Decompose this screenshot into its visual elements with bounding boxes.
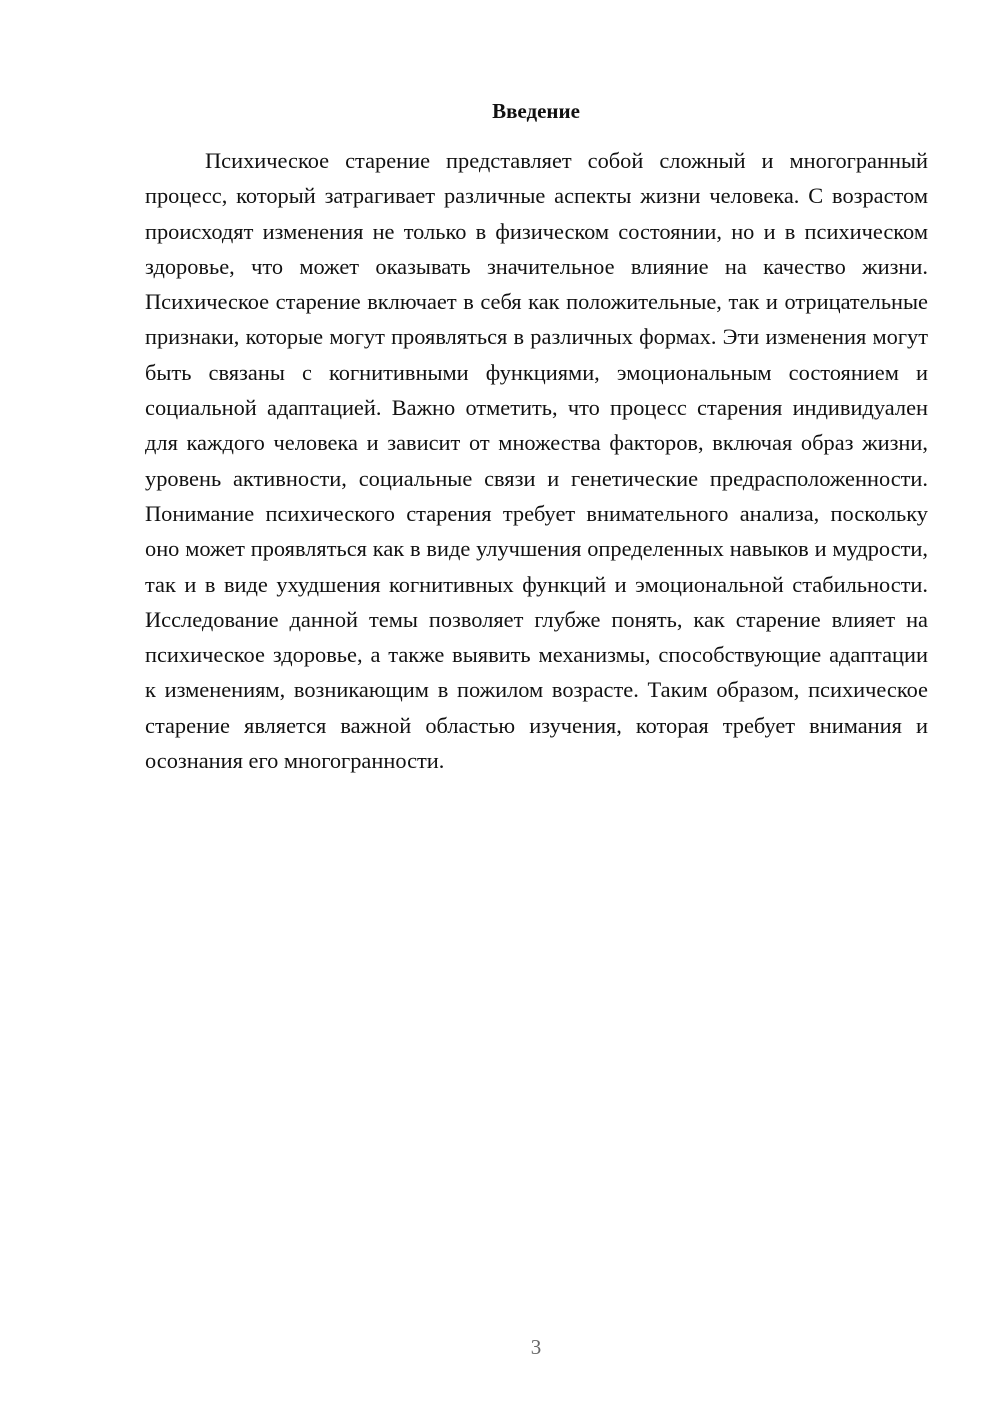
body-paragraph: Психическое старение представляет собой сложный и многогранный процесс, который затрагивает различные аспекты жизни человека. С возрастом происходят изменения не только в физическом состоянии, но и в психическом здоровье, что может оказывать значительное влияние на качество жизни. Психическое старение включает в себя как положительные, так и отрицательные признаки, которые могут проявляться в различных формах. Эти изменения могут быть связаны с когнитивными функциями, эмоциональным состоянием и социальной адаптацией. Важно отметить, что процесс старения индивидуален для каждого человека и зависит от множества факторов, включая образ жизни, уровень активности, социальные связи и генетические предрасположенности. Понимание психического старения требует внимательного анализа, поскольку оно может проявляться как в виде улучшения определенных навыков и мудрости, так и в виде ухудшения когнитивных функций и эмоциональной стабильности. Исследование данной темы позволяет глубже понять, как старение влияет на психическое здоровье, а также выявить механизмы, способствующие адаптации к изменениям, возникающим в пожилом возрасте. Таким образом, психическое старение является важной областью изучения, которая требует внимания и осознания его многогранности. bbox=[145, 148, 928, 774]
page-number: 3 bbox=[530, 1335, 542, 1359]
section-title: Введение bbox=[492, 99, 580, 123]
